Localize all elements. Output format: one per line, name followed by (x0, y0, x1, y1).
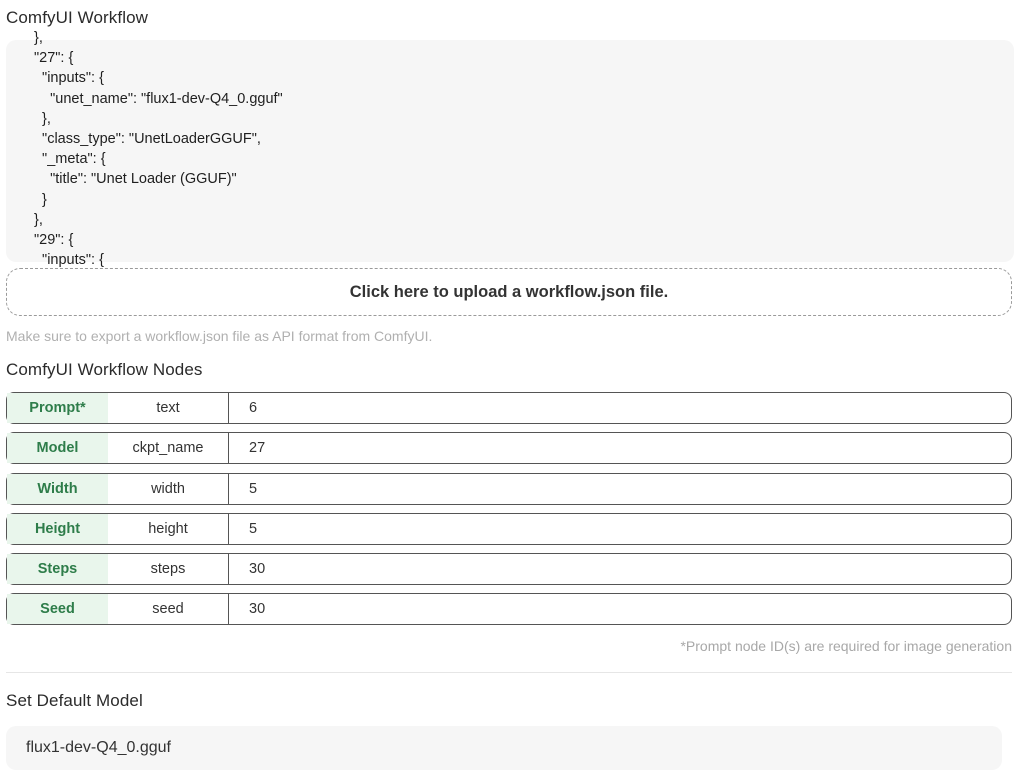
node-row-prompt (6, 392, 1012, 424)
node-row-steps (6, 553, 1012, 585)
export-hint: Make sure to export a workflow.json file as API format from ComfyUI. (6, 328, 433, 344)
node-key: text (108, 393, 229, 423)
workflow-title: ComfyUI Workflow (6, 8, 149, 27)
node-row-width (6, 473, 1012, 505)
node-id-input[interactable]: 5 (249, 481, 258, 497)
prompt-required-note: *Prompt node ID(s) are required for image generation (680, 638, 1012, 654)
section-divider (6, 672, 1012, 673)
node-row-height (6, 513, 1012, 545)
node-label: Width (7, 474, 108, 504)
nodes-title: ComfyUI Workflow Nodes (6, 360, 203, 379)
workflow-json-content: }, "27": { "inputs": { "unet_name": "flux1-dev-Q4_0.gguf" }, "class_type": "UnetLoaderGGUF", "_meta": { "title": "Unet Loader (GGUF)" } }, "29": { "inputs": { (34, 30, 283, 269)
node-id-input[interactable]: 30 (249, 601, 266, 617)
node-id-input[interactable]: 6 (249, 400, 258, 416)
node-row-seed (6, 593, 1012, 625)
upload-workflow-button[interactable]: Click here to upload a workflow.json file. (6, 268, 1012, 316)
node-key: steps (108, 554, 229, 584)
node-key: ckpt_name (108, 433, 229, 463)
node-label: Height (7, 514, 108, 544)
node-row-model (6, 432, 1012, 464)
node-key: height (108, 514, 229, 544)
workflow-json-textarea[interactable] (6, 30, 1014, 269)
node-id-input[interactable]: 30 (249, 561, 266, 577)
default-model-select[interactable]: flux1-dev-Q4_0.gguf (6, 726, 1002, 770)
default-model-title: Set Default Model (6, 691, 143, 710)
node-key: seed (108, 594, 229, 624)
node-label: Seed (7, 594, 108, 624)
node-id-input[interactable]: 5 (249, 521, 258, 537)
node-label: Prompt* (7, 393, 108, 423)
node-label: Model (7, 433, 108, 463)
node-id-input[interactable]: 27 (249, 440, 266, 456)
node-label: Steps (7, 554, 108, 584)
node-key: width (108, 474, 229, 504)
